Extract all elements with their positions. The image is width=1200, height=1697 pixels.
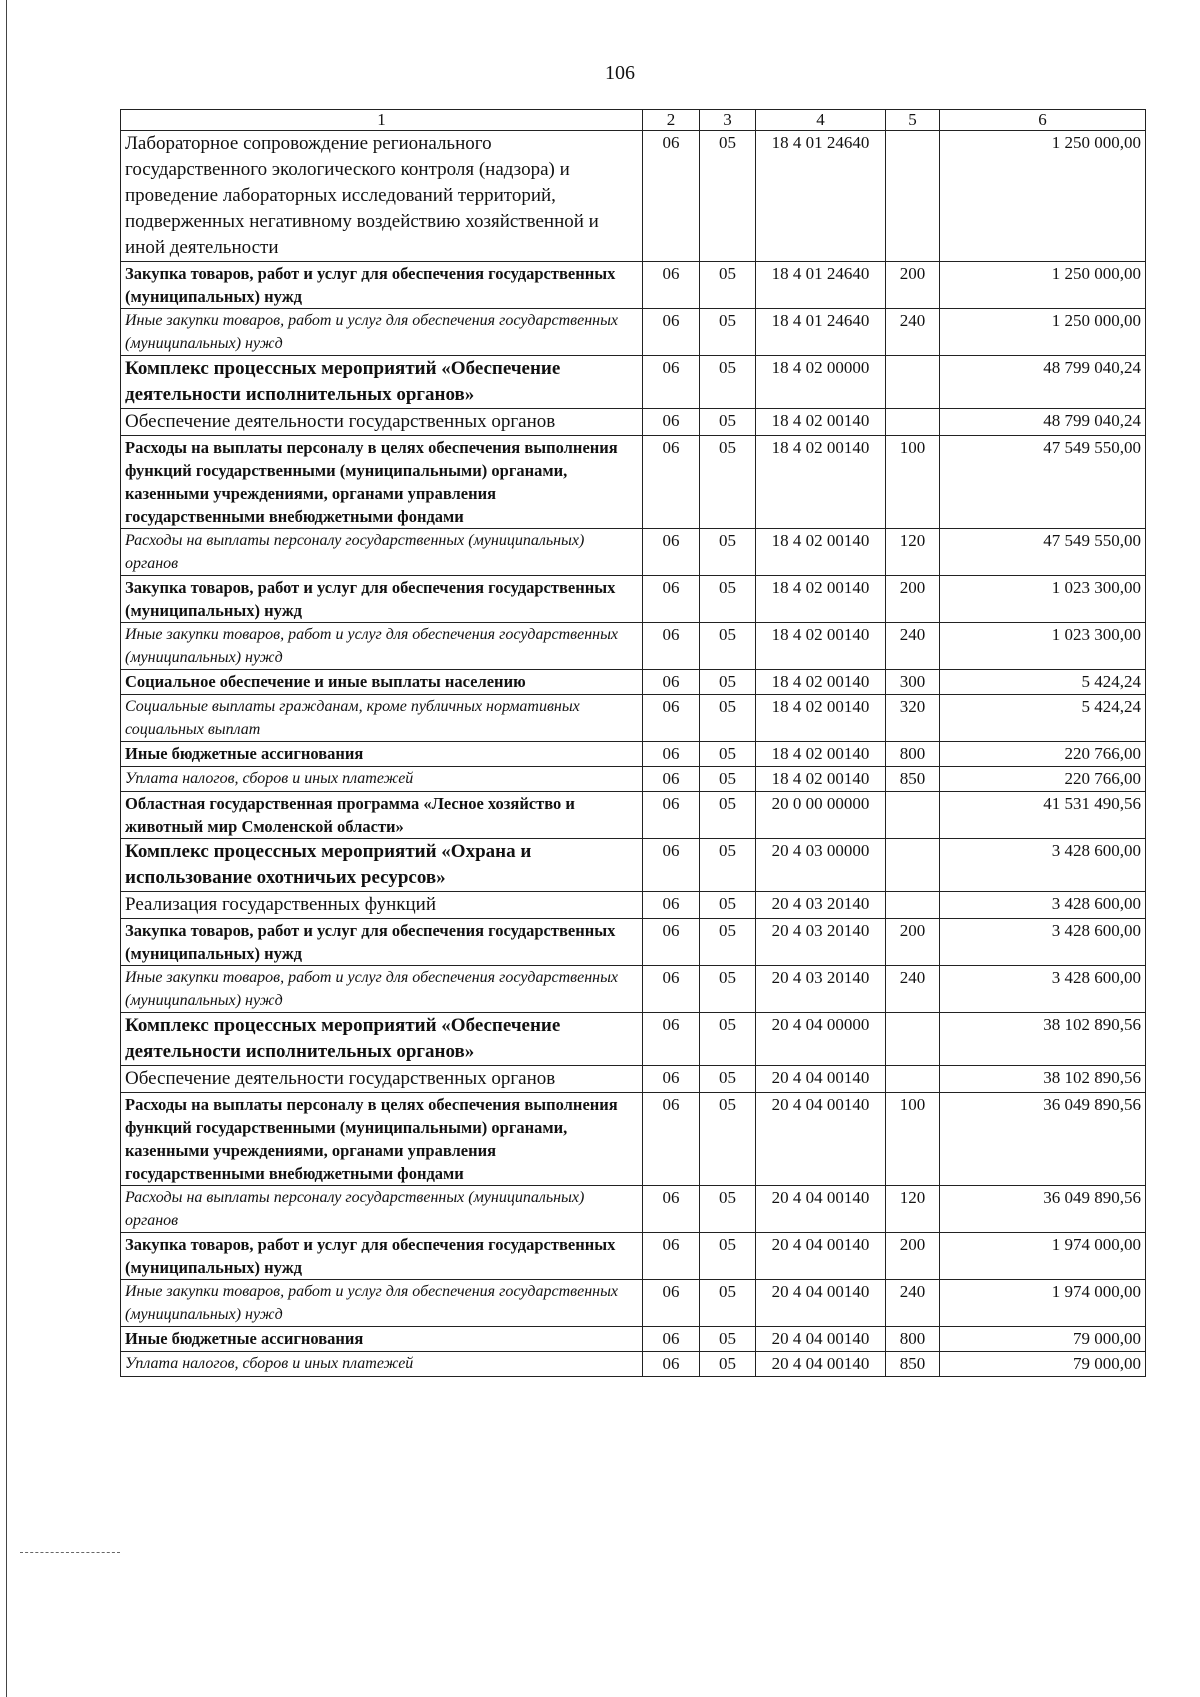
table-row xyxy=(121,670,1146,695)
row-target-code-cell: 20 4 04 00140 xyxy=(756,1233,886,1280)
row-expense-type-cell xyxy=(886,792,940,839)
row-section-cell: 06 xyxy=(643,356,700,409)
row-expense-type-cell xyxy=(886,409,940,436)
row-subsection-cell: 05 xyxy=(700,1013,756,1066)
row-section-cell: 06 xyxy=(643,1186,700,1233)
row-target-code-cell: 18 4 02 00140 xyxy=(756,623,886,670)
header-cell-6: 6 xyxy=(940,110,1146,131)
row-name-cell: Комплекс процессных мероприятий «Обеспечение деятельности исполнительных органов» xyxy=(121,1013,643,1066)
table-row xyxy=(121,131,1146,262)
table-row xyxy=(121,1013,1146,1066)
row-amount-cell: 5 424,24 xyxy=(940,670,1146,695)
table-row xyxy=(121,742,1146,767)
row-name-cell: Иные бюджетные ассигнования xyxy=(121,1327,643,1352)
row-expense-type-cell: 200 xyxy=(886,919,940,966)
table-row xyxy=(121,309,1146,356)
row-name-cell: Расходы на выплаты персоналу в целях обеспечения выполнения функций государственными (муниципальными) органами, казенными учреждениями, органами управления государственными внебюджетными фондами xyxy=(121,1093,643,1186)
table-row xyxy=(121,892,1146,919)
row-name-cell: Обеспечение деятельности государственных органов xyxy=(121,1066,643,1093)
row-section-cell: 06 xyxy=(643,1066,700,1093)
row-subsection-cell: 05 xyxy=(700,576,756,623)
row-subsection-cell: 05 xyxy=(700,1066,756,1093)
row-name-cell: Реализация государственных функций xyxy=(121,892,643,919)
row-name-cell: Расходы на выплаты персоналу в целях обеспечения выполнения функций государственными (муниципальными) органами, казенными учреждениями, органами управления государственными внебюджетными фондами xyxy=(121,436,643,529)
row-amount-cell: 36 049 890,56 xyxy=(940,1186,1146,1233)
table-row xyxy=(121,792,1146,839)
row-amount-cell: 1 023 300,00 xyxy=(940,576,1146,623)
row-name-cell: Закупка товаров, работ и услуг для обеспечения государственных (муниципальных) нужд xyxy=(121,262,643,309)
row-section-cell: 06 xyxy=(643,670,700,695)
row-section-cell: 06 xyxy=(643,623,700,670)
row-target-code-cell: 20 4 03 00000 xyxy=(756,839,886,892)
row-amount-cell: 79 000,00 xyxy=(940,1352,1146,1377)
row-target-code-cell: 20 4 03 20140 xyxy=(756,919,886,966)
row-expense-type-cell: 300 xyxy=(886,670,940,695)
row-name-cell: Социальное обеспечение и иные выплаты населению xyxy=(121,670,643,695)
row-subsection-cell: 05 xyxy=(700,892,756,919)
table-row xyxy=(121,623,1146,670)
row-subsection-cell: 05 xyxy=(700,409,756,436)
table-row xyxy=(121,1233,1146,1280)
row-section-cell: 06 xyxy=(643,767,700,792)
row-amount-cell: 47 549 550,00 xyxy=(940,529,1146,576)
table-row xyxy=(121,262,1146,309)
page-number: 106 xyxy=(605,62,635,84)
table-row xyxy=(121,1066,1146,1093)
row-name-cell: Обеспечение деятельности государственных органов xyxy=(121,409,643,436)
row-expense-type-cell: 240 xyxy=(886,1280,940,1327)
row-name-cell: Иные закупки товаров, работ и услуг для обеспечения государственных (муниципальных) нужд xyxy=(121,623,643,670)
row-expense-type-cell xyxy=(886,1013,940,1066)
row-amount-cell: 1 974 000,00 xyxy=(940,1280,1146,1327)
row-name-cell: Уплата налогов, сборов и иных платежей xyxy=(121,767,643,792)
table-row xyxy=(121,529,1146,576)
row-subsection-cell: 05 xyxy=(700,262,756,309)
row-section-cell: 06 xyxy=(643,1093,700,1186)
row-amount-cell: 220 766,00 xyxy=(940,767,1146,792)
row-expense-type-cell xyxy=(886,131,940,262)
row-section-cell: 06 xyxy=(643,436,700,529)
row-target-code-cell: 18 4 01 24640 xyxy=(756,262,886,309)
row-subsection-cell: 05 xyxy=(700,919,756,966)
row-name-cell: Областная государственная программа «Лесное хозяйство и животный мир Смоленской области» xyxy=(121,792,643,839)
row-name-cell: Расходы на выплаты персоналу государственных (муниципальных) органов xyxy=(121,1186,643,1233)
row-amount-cell: 1 023 300,00 xyxy=(940,623,1146,670)
row-target-code-cell: 18 4 02 00140 xyxy=(756,529,886,576)
row-subsection-cell: 05 xyxy=(700,1352,756,1377)
row-amount-cell: 38 102 890,56 xyxy=(940,1066,1146,1093)
header-cell-1: 1 xyxy=(121,110,643,131)
table-row xyxy=(121,576,1146,623)
row-amount-cell: 36 049 890,56 xyxy=(940,1093,1146,1186)
table-row xyxy=(121,1280,1146,1327)
row-amount-cell: 48 799 040,24 xyxy=(940,409,1146,436)
row-target-code-cell: 18 4 01 24640 xyxy=(756,309,886,356)
row-expense-type-cell: 850 xyxy=(886,767,940,792)
row-section-cell: 06 xyxy=(643,262,700,309)
row-section-cell: 06 xyxy=(643,742,700,767)
row-section-cell: 06 xyxy=(643,1013,700,1066)
row-expense-type-cell: 200 xyxy=(886,576,940,623)
row-section-cell: 06 xyxy=(643,892,700,919)
row-subsection-cell: 05 xyxy=(700,695,756,742)
row-section-cell: 06 xyxy=(643,695,700,742)
budget-table-body xyxy=(121,110,1146,1377)
row-expense-type-cell xyxy=(886,356,940,409)
row-section-cell: 06 xyxy=(643,409,700,436)
table-row xyxy=(121,1093,1146,1186)
row-target-code-cell: 18 4 02 00140 xyxy=(756,409,886,436)
row-expense-type-cell: 850 xyxy=(886,1352,940,1377)
row-section-cell: 06 xyxy=(643,1280,700,1327)
row-target-code-cell: 20 4 04 00140 xyxy=(756,1352,886,1377)
table-row xyxy=(121,966,1146,1013)
table-row xyxy=(121,919,1146,966)
row-amount-cell: 38 102 890,56 xyxy=(940,1013,1146,1066)
row-section-cell: 06 xyxy=(643,1352,700,1377)
row-amount-cell: 3 428 600,00 xyxy=(940,966,1146,1013)
row-name-cell: Закупка товаров, работ и услуг для обеспечения государственных (муниципальных) нужд xyxy=(121,576,643,623)
row-subsection-cell: 05 xyxy=(700,356,756,409)
row-subsection-cell: 05 xyxy=(700,839,756,892)
row-expense-type-cell: 240 xyxy=(886,966,940,1013)
row-name-cell: Иные закупки товаров, работ и услуг для обеспечения государственных (муниципальных) нужд xyxy=(121,966,643,1013)
row-section-cell: 06 xyxy=(643,309,700,356)
row-name-cell: Иные закупки товаров, работ и услуг для обеспечения государственных (муниципальных) нужд xyxy=(121,309,643,356)
row-subsection-cell: 05 xyxy=(700,1280,756,1327)
row-subsection-cell: 05 xyxy=(700,309,756,356)
row-amount-cell: 3 428 600,00 xyxy=(940,839,1146,892)
row-target-code-cell: 20 4 03 20140 xyxy=(756,966,886,1013)
row-subsection-cell: 05 xyxy=(700,1093,756,1186)
row-expense-type-cell xyxy=(886,1066,940,1093)
header-cell-2: 2 xyxy=(643,110,700,131)
row-name-cell: Комплекс процессных мероприятий «Охрана и использование охотничьих ресурсов» xyxy=(121,839,643,892)
row-amount-cell: 1 250 000,00 xyxy=(940,262,1146,309)
row-target-code-cell: 18 4 02 00140 xyxy=(756,767,886,792)
row-target-code-cell: 18 4 02 00140 xyxy=(756,695,886,742)
row-amount-cell: 1 250 000,00 xyxy=(940,309,1146,356)
row-section-cell: 06 xyxy=(643,792,700,839)
row-name-cell: Лабораторное сопровождение регионального государственного экологического контроля (надзора) и проведение лабораторных исследований территорий, подверженных негативному воздействию хозяйственной и иной деятельности xyxy=(121,131,643,262)
row-amount-cell: 41 531 490,56 xyxy=(940,792,1146,839)
row-section-cell: 06 xyxy=(643,1327,700,1352)
row-expense-type-cell: 240 xyxy=(886,623,940,670)
row-target-code-cell: 20 4 04 00140 xyxy=(756,1093,886,1186)
table-row xyxy=(121,1352,1146,1377)
row-subsection-cell: 05 xyxy=(700,529,756,576)
row-target-code-cell: 20 4 04 00000 xyxy=(756,1013,886,1066)
row-amount-cell: 3 428 600,00 xyxy=(940,892,1146,919)
row-target-code-cell: 20 4 04 00140 xyxy=(756,1066,886,1093)
row-subsection-cell: 05 xyxy=(700,767,756,792)
row-subsection-cell: 05 xyxy=(700,792,756,839)
row-expense-type-cell: 200 xyxy=(886,262,940,309)
row-target-code-cell: 20 4 04 00140 xyxy=(756,1327,886,1352)
row-name-cell: Иные закупки товаров, работ и услуг для обеспечения государственных (муниципальных) нужд xyxy=(121,1280,643,1327)
row-expense-type-cell: 120 xyxy=(886,1186,940,1233)
row-subsection-cell: 05 xyxy=(700,966,756,1013)
row-name-cell: Закупка товаров, работ и услуг для обеспечения государственных (муниципальных) нужд xyxy=(121,919,643,966)
row-subsection-cell: 05 xyxy=(700,436,756,529)
row-section-cell: 06 xyxy=(643,131,700,262)
row-target-code-cell: 18 4 02 00140 xyxy=(756,576,886,623)
row-expense-type-cell: 800 xyxy=(886,742,940,767)
row-expense-type-cell xyxy=(886,839,940,892)
row-target-code-cell: 18 4 02 00140 xyxy=(756,742,886,767)
row-subsection-cell: 05 xyxy=(700,623,756,670)
table-header-row xyxy=(121,110,1146,131)
row-expense-type-cell: 800 xyxy=(886,1327,940,1352)
row-amount-cell: 5 424,24 xyxy=(940,695,1146,742)
row-expense-type-cell: 100 xyxy=(886,436,940,529)
row-target-code-cell: 18 4 02 00140 xyxy=(756,670,886,695)
row-name-cell: Социальные выплаты гражданам, кроме публичных нормативных социальных выплат xyxy=(121,695,643,742)
row-target-code-cell: 20 4 04 00140 xyxy=(756,1186,886,1233)
row-name-cell: Иные бюджетные ассигнования xyxy=(121,742,643,767)
row-target-code-cell: 20 4 04 00140 xyxy=(756,1280,886,1327)
row-section-cell: 06 xyxy=(643,576,700,623)
row-subsection-cell: 05 xyxy=(700,742,756,767)
row-amount-cell: 48 799 040,24 xyxy=(940,356,1146,409)
row-subsection-cell: 05 xyxy=(700,1233,756,1280)
row-target-code-cell: 20 0 00 00000 xyxy=(756,792,886,839)
row-name-cell: Расходы на выплаты персоналу государственных (муниципальных) органов xyxy=(121,529,643,576)
header-cell-5: 5 xyxy=(886,110,940,131)
row-expense-type-cell: 120 xyxy=(886,529,940,576)
row-target-code-cell: 18 4 02 00000 xyxy=(756,356,886,409)
row-subsection-cell: 05 xyxy=(700,1186,756,1233)
row-target-code-cell: 18 4 02 00140 xyxy=(756,436,886,529)
row-subsection-cell: 05 xyxy=(700,670,756,695)
row-expense-type-cell: 100 xyxy=(886,1093,940,1186)
row-expense-type-cell: 240 xyxy=(886,309,940,356)
row-target-code-cell: 18 4 01 24640 xyxy=(756,131,886,262)
row-amount-cell: 220 766,00 xyxy=(940,742,1146,767)
row-section-cell: 06 xyxy=(643,919,700,966)
scan-artifact-dash xyxy=(20,1552,120,1553)
table-row xyxy=(121,356,1146,409)
row-section-cell: 06 xyxy=(643,1233,700,1280)
row-subsection-cell: 05 xyxy=(700,1327,756,1352)
row-amount-cell: 1 974 000,00 xyxy=(940,1233,1146,1280)
row-name-cell: Уплата налогов, сборов и иных платежей xyxy=(121,1352,643,1377)
row-section-cell: 06 xyxy=(643,529,700,576)
row-section-cell: 06 xyxy=(643,839,700,892)
header-cell-3: 3 xyxy=(700,110,756,131)
row-name-cell: Закупка товаров, работ и услуг для обеспечения государственных (муниципальных) нужд xyxy=(121,1233,643,1280)
row-name-cell: Комплекс процессных мероприятий «Обеспечение деятельности исполнительных органов» xyxy=(121,356,643,409)
row-amount-cell: 3 428 600,00 xyxy=(940,919,1146,966)
row-amount-cell: 79 000,00 xyxy=(940,1327,1146,1352)
row-expense-type-cell: 320 xyxy=(886,695,940,742)
table-row xyxy=(121,695,1146,742)
budget-table xyxy=(120,109,1146,1377)
table-row xyxy=(121,839,1146,892)
row-section-cell: 06 xyxy=(643,966,700,1013)
table-row xyxy=(121,1327,1146,1352)
row-expense-type-cell: 200 xyxy=(886,1233,940,1280)
row-amount-cell: 47 549 550,00 xyxy=(940,436,1146,529)
table-row xyxy=(121,767,1146,792)
row-amount-cell: 1 250 000,00 xyxy=(940,131,1146,262)
table-row xyxy=(121,436,1146,529)
table-row xyxy=(121,409,1146,436)
row-subsection-cell: 05 xyxy=(700,131,756,262)
header-cell-4: 4 xyxy=(756,110,886,131)
row-expense-type-cell xyxy=(886,892,940,919)
scan-edge-line xyxy=(6,0,7,1697)
row-target-code-cell: 20 4 03 20140 xyxy=(756,892,886,919)
table-row xyxy=(121,1186,1146,1233)
